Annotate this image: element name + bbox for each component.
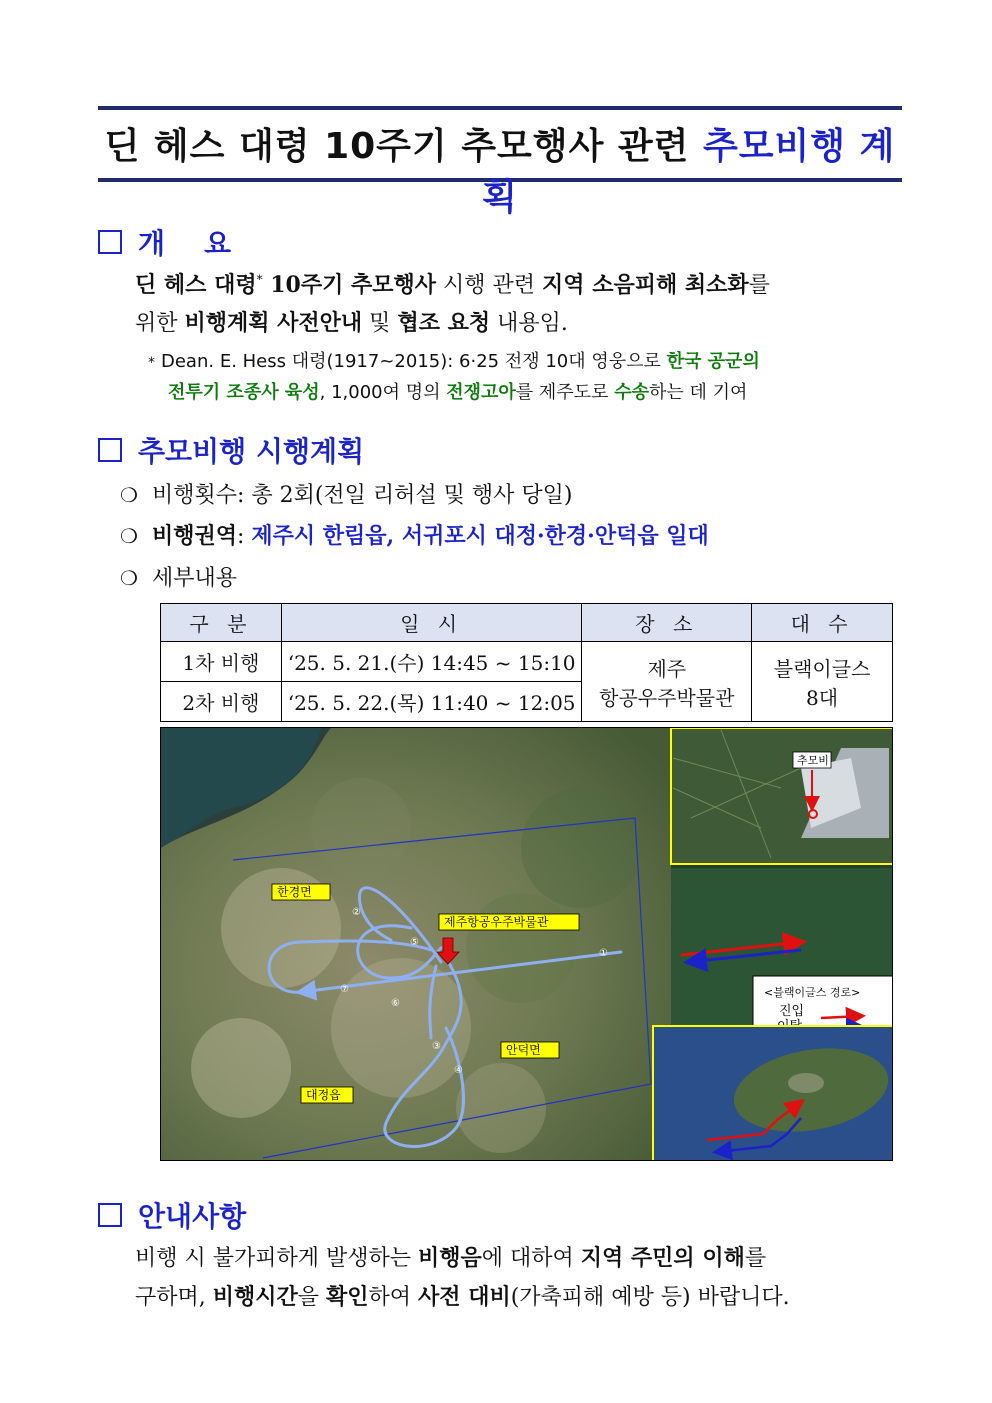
footnote-mark: * — [256, 272, 263, 287]
label-memorial: 추모비 — [797, 754, 829, 767]
notice-line-1 — [135, 1241, 766, 1272]
t: 비행음 — [418, 1245, 482, 1271]
bullet-icon: ❍ — [120, 483, 138, 507]
footnote-line-2 — [168, 378, 747, 404]
waypoint-7: ⑦ — [340, 984, 349, 995]
plan-heading-text: 추모비행 시행계획 — [138, 435, 365, 468]
t: Dean. E. Hess 대령(1917~2015): 6·25 전쟁 10대 영웅으로 — [161, 351, 667, 372]
t: 확인 — [326, 1284, 369, 1310]
t: 8대 — [806, 685, 839, 710]
label-museum: 제주항공우주박물관 — [444, 915, 549, 929]
title-highlight: 추모비행 계획 — [482, 126, 896, 218]
checkbox-icon — [98, 438, 122, 462]
col-header: 일 시 — [281, 604, 582, 642]
t: 비행 시 불가피하게 발생하는 — [135, 1246, 418, 1271]
count-cell — [752, 642, 893, 722]
t: 를 — [748, 273, 770, 298]
t: 지역 소음피해 최소화 — [542, 272, 749, 298]
hallasan — [788, 1073, 824, 1093]
t: (가축피해 예방 등) 바랍니다. — [510, 1285, 790, 1310]
t: 블랙이글스 — [773, 656, 871, 681]
t: 항공우주박물관 — [599, 685, 735, 710]
t: 지역 주민의 이해 — [580, 1245, 745, 1271]
t: 전쟁고아 — [446, 382, 516, 403]
plan-item-2 — [120, 519, 709, 550]
flight-date: ‘25. 5. 22.(목) 11:40 ~ 12:05 — [281, 682, 582, 722]
notice-heading-text: 안내사항 — [138, 1200, 247, 1233]
t: 제주 — [647, 656, 687, 681]
t: 비행시간 — [212, 1284, 298, 1310]
t: 에 대하여 — [481, 1246, 581, 1271]
t: 사전 대비 — [418, 1284, 511, 1310]
t: 구하며, — [135, 1285, 213, 1310]
overview-heading — [98, 222, 231, 262]
flight-label: 2차 비행 — [161, 682, 282, 722]
t: 위한 — [135, 311, 185, 336]
waypoint-5: ⑤ — [410, 937, 419, 948]
waypoint-6: ⑥ — [391, 998, 400, 1009]
flight-label: 1차 비행 — [161, 642, 282, 682]
t: 하는 데 기여 — [648, 382, 748, 403]
plan-item-3 — [120, 561, 237, 592]
overview-line-1 — [135, 268, 770, 299]
t: 및 — [362, 311, 398, 336]
t: 10주기 추모행사 — [262, 272, 437, 298]
t: 를 — [744, 1246, 767, 1271]
waypoint-2: ② — [352, 907, 361, 918]
bullet-icon: ❍ — [120, 524, 138, 548]
label-daejeong: 대정읍 — [306, 1088, 341, 1102]
t: 수송 — [614, 382, 649, 403]
t: 제주시 한림읍, 서귀포시 대정·한경·안덕읍 일대 — [251, 523, 709, 549]
t: 딘 헤스 대령 — [135, 272, 257, 298]
t: 비행권역 — [151, 523, 237, 549]
t: : — [236, 524, 252, 549]
waypoint-3: ③ — [432, 1041, 441, 1052]
overview-heading-text: 개 요 — [138, 227, 232, 260]
flight-route-map — [160, 727, 893, 1161]
t: 비행계획 사전안내 — [184, 310, 363, 336]
page-title — [98, 118, 902, 220]
footnote-line-1 — [148, 347, 760, 373]
plan-item-1 — [120, 478, 573, 509]
t: 시행 관련 — [436, 273, 543, 298]
t: 전투기 조종사 육성 — [168, 382, 320, 403]
t: 협조 요청 — [397, 310, 491, 336]
plan-heading — [98, 430, 364, 470]
waypoint-1: ① — [599, 948, 608, 959]
t: 을 — [297, 1285, 327, 1310]
notice-heading — [98, 1195, 246, 1235]
legend-entry-label: 진입 — [779, 1004, 805, 1019]
bullet-icon: ❍ — [120, 566, 138, 590]
col-header: 장 소 — [582, 604, 752, 642]
t: , 1,000여 명의 — [319, 382, 447, 403]
t: 내용임. — [490, 311, 568, 336]
checkbox-icon — [98, 1203, 122, 1227]
title-main: 딘 헤스 대령 10주기 추모행사 관련 — [104, 126, 703, 167]
waypoint-4: ④ — [454, 1065, 463, 1076]
label-hangyeong: 한경면 — [277, 885, 312, 899]
t: 를 제주도로 — [515, 382, 615, 403]
checkbox-icon — [98, 230, 122, 254]
legend-title: <블랙이글스 경로> — [764, 986, 861, 999]
place-cell — [582, 642, 752, 722]
schedule-table — [160, 603, 893, 722]
flight-date: ‘25. 5. 21.(수) 14:45 ~ 15:10 — [281, 642, 582, 682]
map-svg — [161, 728, 893, 1161]
label-andeok: 안덕면 — [506, 1043, 541, 1057]
table-header-row — [161, 604, 893, 642]
t: 하여 — [368, 1285, 419, 1310]
t: 한국 공군의 — [666, 351, 760, 372]
t: 세부내용 — [151, 566, 237, 591]
col-header: 구 분 — [161, 604, 282, 642]
overview-line-2 — [135, 306, 568, 337]
t: 비행횟수: 총 2회(전일 리허설 및 행사 당일) — [151, 483, 573, 508]
col-header: 대 수 — [752, 604, 893, 642]
footnote-star: * — [148, 355, 155, 371]
table-row — [161, 642, 893, 682]
notice-line-2 — [135, 1280, 790, 1311]
